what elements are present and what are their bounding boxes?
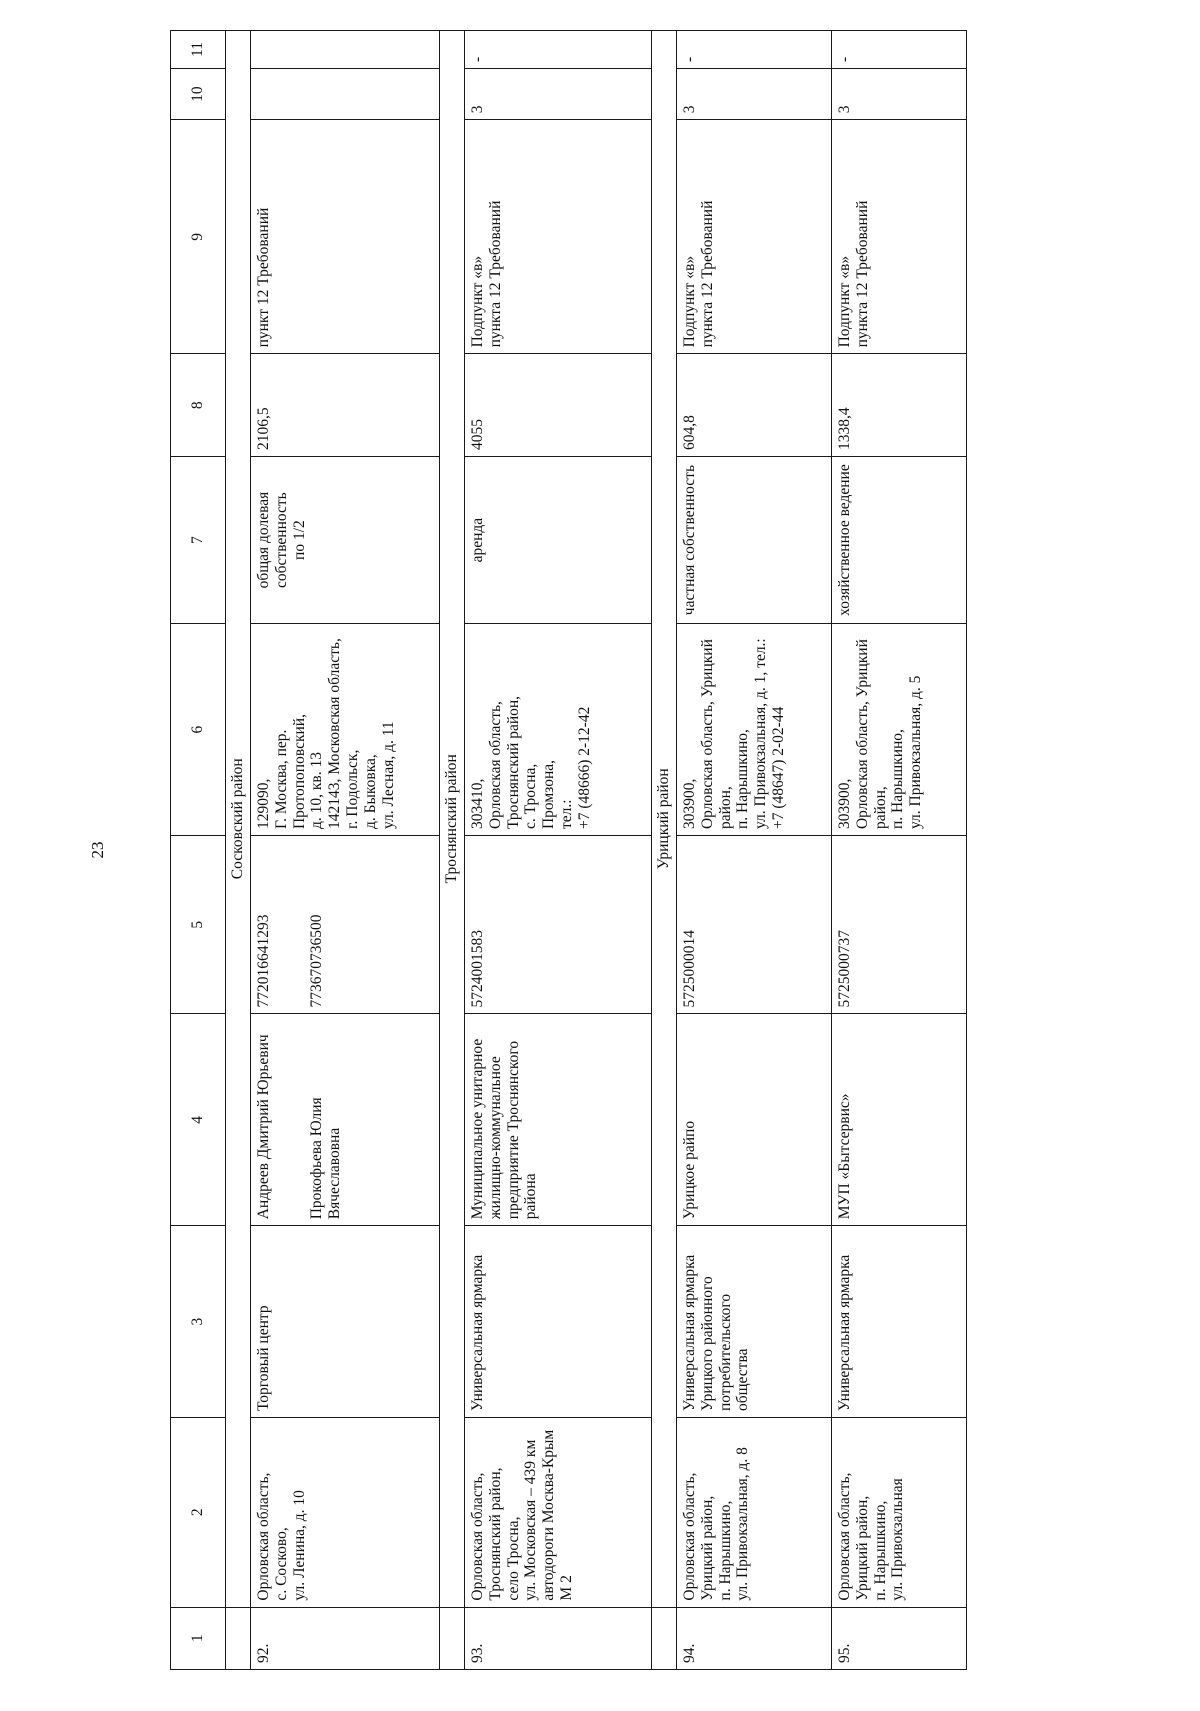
region-row — [226, 31, 251, 1670]
column-header: 2 — [171, 1418, 226, 1608]
organizer-name: Муниципальное унитарное жилищно-коммунальное предприятие Троснянского района — [465, 1014, 652, 1226]
blank-cell — [652, 1607, 677, 1669]
area: 4055 — [465, 354, 652, 457]
organizer-address: 303900, Орловская область, Урицкий район, п. Нарышкино, ул. Привокзальная, д. 1, тел.: +7 (48647) 2-02-44 — [677, 624, 832, 836]
row-number: 92. — [251, 1607, 440, 1669]
column-number-row — [171, 31, 226, 1670]
column-header: 3 — [171, 1226, 226, 1418]
row-number: 93. — [465, 1607, 652, 1669]
table-row — [832, 31, 967, 1670]
area: 2106,5 — [251, 354, 440, 457]
column-header: 6 — [171, 624, 226, 836]
col10-value: 3 — [832, 69, 967, 120]
property-right: хозяйственное ведение — [832, 456, 967, 623]
region-name: Сосковский район — [226, 31, 251, 1608]
column-header: 10 — [171, 69, 226, 120]
blank-cell — [226, 1607, 251, 1669]
organizer-inn: 5725000737 — [832, 836, 967, 1014]
requirement: Подпункт «в» пункта 12 Требований — [465, 120, 652, 354]
property-right: аренда — [465, 456, 652, 623]
col10-value — [251, 69, 440, 120]
organizer-name: Урицкое райпо — [677, 1014, 832, 1226]
organizer-address: 303410, Орловская область, Троснянский район, с. Тросна, Промзона, тел.: +7 (48666) 2-12-42 — [465, 624, 652, 836]
table-row — [251, 31, 440, 1670]
column-header: 8 — [171, 354, 226, 457]
requirement: пункт 12 Требований — [251, 120, 440, 354]
col11-value — [251, 31, 440, 69]
table-row — [677, 31, 832, 1670]
register-table — [170, 30, 967, 1670]
col11-value: - — [677, 31, 832, 69]
column-header: 11 — [171, 31, 226, 69]
column-header: 7 — [171, 456, 226, 623]
blank-cell — [440, 1607, 465, 1669]
fair-type: Универсальная ярмарка — [465, 1226, 652, 1418]
property-right: общая долевая собственность по 1/2 — [251, 456, 440, 623]
row-number: 95. — [832, 1607, 967, 1669]
table-row — [465, 31, 652, 1670]
property-right: частная собственность — [677, 456, 832, 623]
col10-value: 3 — [465, 69, 652, 120]
col11-value: - — [832, 31, 967, 69]
fair-address: Орловская область, с. Сосково, ул. Ленина, д. 10 — [251, 1418, 440, 1608]
page-number: 23 — [88, 841, 107, 859]
fair-address: Орловская область, Урицкий район, п. Нарышкино, ул. Привокзальная, д. 8 — [677, 1418, 832, 1608]
column-header: 4 — [171, 1014, 226, 1226]
col10-value: 3 — [677, 69, 832, 120]
area: 1338,4 — [832, 354, 967, 457]
region-row — [652, 31, 677, 1670]
area: 604,8 — [677, 354, 832, 457]
organizer-name: МУП «Бытсервис» — [832, 1014, 967, 1226]
organizer-inn: 772016641293 773670736500 — [251, 836, 440, 1014]
requirement: Подпункт «в» пункта 12 Требований — [832, 120, 967, 354]
organizer-inn: 5724001583 — [465, 836, 652, 1014]
organizer-address: 303900, Орловская область, Урицкий район, п. Нарышкино, ул. Привокзальная, д. 5 — [832, 624, 967, 836]
column-header: 1 — [171, 1607, 226, 1669]
requirement: Подпункт «в» пункта 12 Требований — [677, 120, 832, 354]
region-name: Троснянский район — [440, 31, 465, 1608]
column-header: 9 — [171, 120, 226, 354]
organizer-inn: 5725000014 — [677, 836, 832, 1014]
column-header: 5 — [171, 836, 226, 1014]
organizer-name: Андреев Дмитрий Юрьевич Прокофьева Юлия Вячеславовна — [251, 1014, 440, 1226]
organizer-address: 129090, Г. Москва, пер. Протопоповский, д. 10, кв. 13 142143, Московская область, г. Подольск, д. Быковка, ул. Лесная, д. 11 — [251, 624, 440, 836]
row-number: 94. — [677, 1607, 832, 1669]
rotated-page — [88, 30, 1030, 1670]
col11-value: - — [465, 31, 652, 69]
fair-type: Универсальная ярмарка Урицкого районного потребительского общества — [677, 1226, 832, 1418]
region-name: Урицкий район — [652, 31, 677, 1608]
fair-type: Универсальная ярмарка — [832, 1226, 967, 1418]
fair-type: Торговый центр — [251, 1226, 440, 1418]
fair-address: Орловская область, Троснянский район, село Тросна, ул. Московская – 439 км автодороги Москва-Крым М 2 — [465, 1418, 652, 1608]
fair-address: Орловская область, Урицкий район, п. Нарышкино, ул. Привокзальная — [832, 1418, 967, 1608]
region-row — [440, 31, 465, 1670]
